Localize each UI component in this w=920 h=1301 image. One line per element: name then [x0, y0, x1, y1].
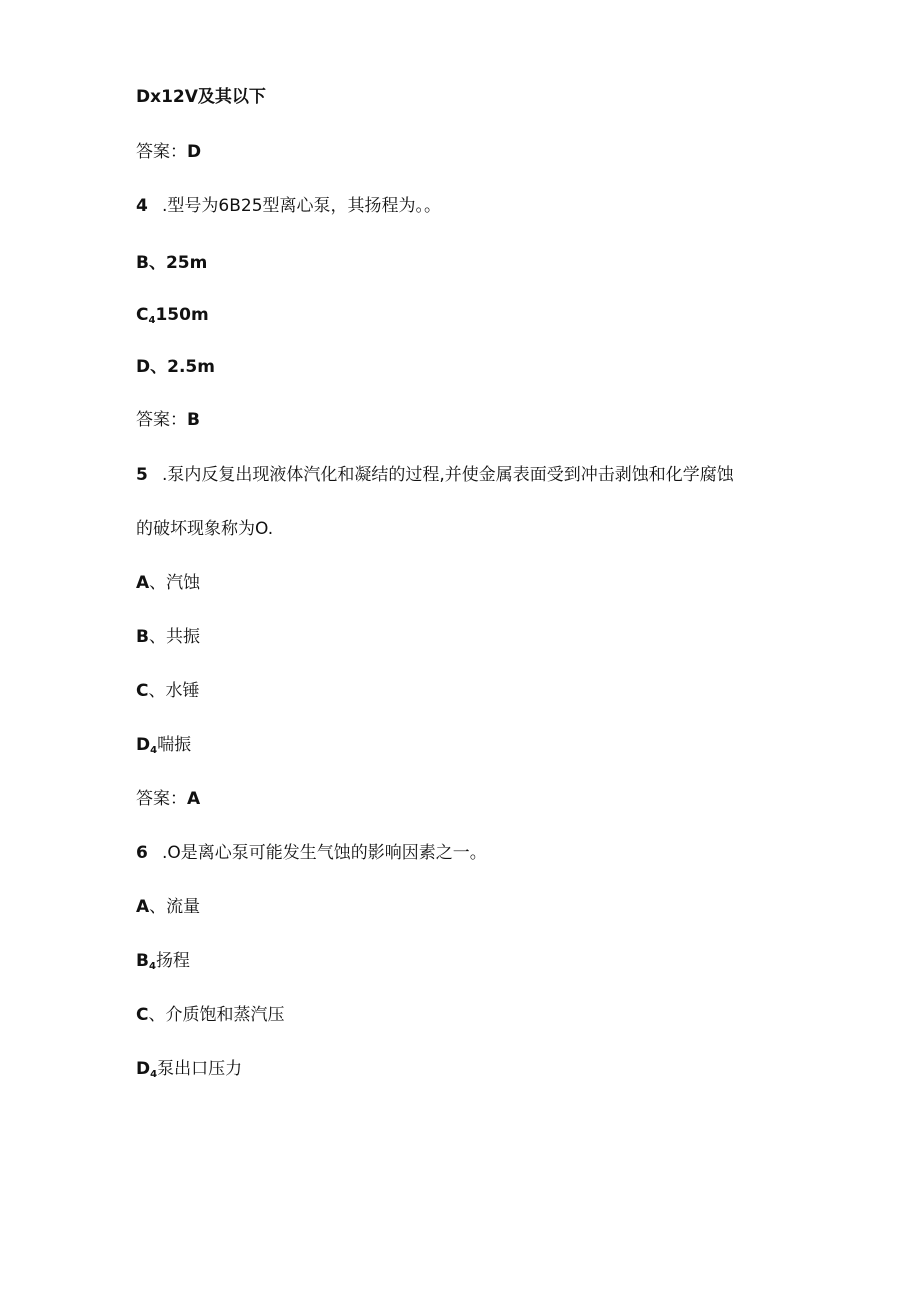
option-text: 共振 — [165, 627, 200, 647]
option-text: 水锤 — [165, 681, 200, 701]
question-number: 4 — [136, 196, 148, 216]
answer-value: D — [187, 142, 202, 162]
option-letter: A — [136, 573, 150, 593]
option-text: 150m — [155, 305, 209, 325]
option-text: 泵出口压力 — [157, 1059, 243, 1079]
question-continuation — [136, 518, 273, 540]
option-text: 流量 — [166, 897, 201, 917]
option-letter: B — [136, 253, 149, 273]
option-line — [136, 252, 207, 274]
option-separator: 、 — [148, 1005, 166, 1025]
option-subscript: 4 — [150, 745, 158, 756]
option-text: 介质饱和蒸汽压 — [165, 1005, 285, 1025]
answer-line — [136, 409, 200, 431]
option-line — [136, 626, 200, 648]
question-line — [136, 195, 441, 217]
question-text: .型号为6B25型离心泵，其扬程为。。 — [162, 196, 442, 216]
option-line — [136, 572, 200, 594]
option-text: 汽蚀 — [166, 573, 201, 593]
option-letter: D — [136, 357, 151, 377]
question-line — [136, 842, 487, 864]
option-line — [136, 86, 266, 108]
question-text: .O是离心泵可能发生气蚀的影响因素之一。 — [162, 843, 487, 863]
option-separator: 、 — [150, 357, 168, 377]
question-text: 的破坏现象称为O. — [136, 519, 274, 539]
option-separator: 、 — [149, 897, 167, 917]
option-line — [136, 950, 190, 978]
option-letter: C — [136, 1005, 149, 1025]
option-separator: 、 — [148, 681, 166, 701]
question-number: 6 — [136, 843, 148, 863]
option-letter: D — [136, 1059, 151, 1079]
answer-label: 答案： — [136, 410, 187, 430]
option-subscript: 4 — [148, 315, 156, 326]
option-line — [136, 304, 209, 332]
option-subscript: 4 — [148, 961, 156, 972]
option-letter: B — [136, 951, 149, 971]
option-separator: 、 — [149, 573, 167, 593]
question-number: 5 — [136, 465, 148, 485]
option-line — [136, 356, 215, 378]
option-separator: 、 — [148, 627, 166, 647]
option-line — [136, 896, 200, 918]
option-letter: C — [136, 681, 149, 701]
option-letter: C — [136, 305, 149, 325]
option-letter: D — [136, 735, 151, 755]
option-subscript: 4 — [150, 1069, 158, 1080]
option-text: 喘振 — [157, 735, 192, 755]
answer-value: A — [187, 789, 201, 809]
answer-line — [136, 788, 200, 810]
answer-label: 答案： — [136, 142, 187, 162]
option-line — [136, 734, 191, 762]
option-text: Dx12V及其以下 — [136, 87, 266, 107]
option-letter: B — [136, 627, 149, 647]
answer-label: 答案： — [136, 789, 187, 809]
option-line — [136, 1004, 284, 1026]
option-separator: 、 — [148, 253, 166, 273]
option-line — [136, 680, 199, 702]
answer-line — [136, 141, 201, 163]
option-line — [136, 1058, 242, 1086]
option-text: 扬程 — [155, 951, 190, 971]
answer-value: B — [187, 410, 200, 430]
question-text: .泵内反复出现液体汽化和凝结的过程,并使金属表面受到冲击剥蚀和化学腐蚀 — [162, 465, 734, 485]
option-text: 25m — [165, 253, 208, 273]
option-letter: A — [136, 897, 150, 917]
question-line — [136, 464, 734, 486]
option-text: 2.5m — [167, 357, 215, 377]
